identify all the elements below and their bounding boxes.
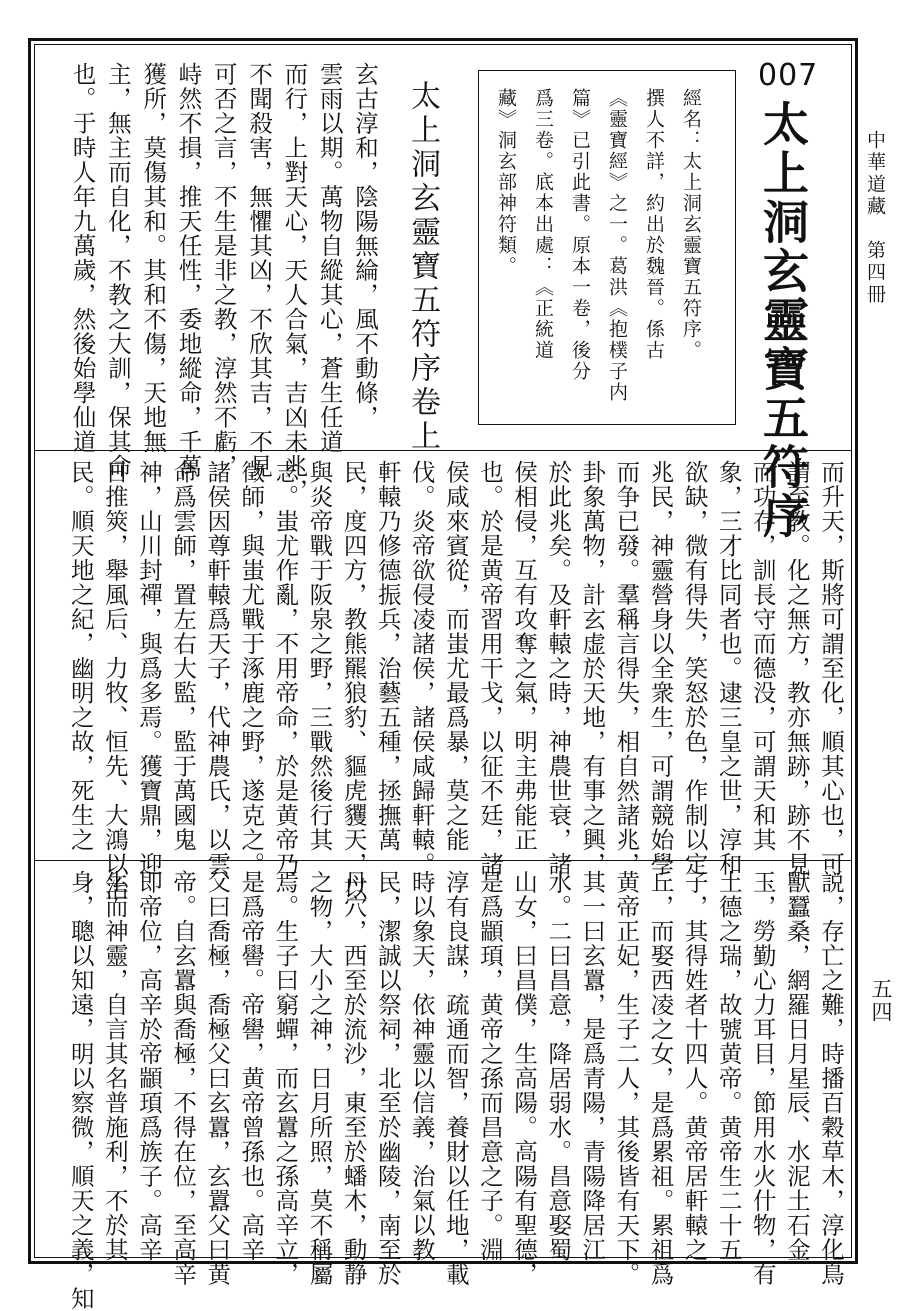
text-column: 象，三才比同者也。逮三皇之世，淳和 [714,460,743,877]
text-column: 玄古淳和，陰陽無綸，風不動條， [351,62,379,430]
text-column: 丘，而娶西凌之女，是爲累祖。累祖爲 [646,870,675,1287]
text-column: 於此兆矣。及軒轅之時，神農世衰，諸 [544,460,573,877]
document-title: 太上洞玄靈寶五符序 [756,100,810,541]
text-column: 時以象天，依神靈以信義，治氣以教 [407,870,436,1262]
info-column: 撰人不詳，約出於魏晉。係古 [643,88,665,361]
text-column: 而行，上對天心，天人合氣，吉凶未兆， [280,62,309,503]
text-column: 玉，勞勤心力耳目，節用水火什物，有 [748,870,777,1287]
info-column: 《靈寶經》之一。葛洪《抱樸子内 [606,88,628,403]
text-column: 雲雨以期。萬物自縱其心，蒼生任道 [315,62,344,454]
info-column: 篇》已引此書。原本一卷，後分 [569,88,591,382]
text-column: 黄帝正妃，生子二人，其後皆有天下。 [612,870,641,1287]
text-column: 謂至教。化之無方，教亦無跡，跡不見 [782,460,811,877]
text-column: 也。于時人年九萬歲，然後始學仙道 [68,62,97,454]
text-column: 日推筴，舉風后、力牧、恒先、大鴻以治 [100,460,129,901]
text-column: 水。二曰昌意，降居弱水。昌意娶蜀 [544,870,573,1262]
text-column: 即帝位，高辛於帝顓頊爲族子。高辛 [135,870,163,1262]
text-column: 是爲顓頊，黄帝之孫而昌意之子。淵 [476,870,504,1262]
text-column: 峙然不損，推天任性，委地縱命，千萬 [174,62,203,479]
info-column: 藏》洞玄部神符類。 [495,88,517,277]
text-column: 説，存亡之難，時播百穀草木，淳化鳥 [817,870,845,1287]
document-number: 007 [758,58,819,93]
text-column: 焉。生子曰窮蟬，而玄囂之孫高辛立， [271,870,300,1287]
info-column: 經名：太上洞玄靈寶五符序。 [680,88,702,361]
text-column: 淳有良謀，疏通而智，養財以任地，載 [441,870,470,1287]
text-column: 也。於是黄帝習用干戈，以征不廷，諸 [476,460,504,877]
text-column: 兆民，神靈營身以全衆生，可謂競始學 [646,460,675,877]
text-column: 而功存，訓長守而德没，可謂天和其 [748,460,777,852]
text-column: 而争已發。羣稱言得失，相自然諸兆， [612,460,641,877]
text-column: 其一曰玄囂，是爲青陽，青陽降居江 [578,870,607,1262]
text-column: 帝。自玄囂與喬極，不得在位，至高辛 [169,870,198,1287]
text-column: 徵師，與蚩尤戰于涿鹿之野，遂克之。 [237,460,266,877]
text-column: 與炎帝戰于阪泉之野，三戰然後行其 [305,460,334,852]
page-number: 五四 [869,978,893,1024]
text-column: 諸侯因尊軒轅爲天子，代神農氏，以雲 [203,460,232,877]
text-column: 生而神靈，自言其名普施利，不於其 [100,870,129,1262]
text-column: 民，度四方，教熊羆狼豹、貙虎貜天，以 [339,460,368,901]
text-column: 不聞殺害，無懼其凶，不欣其吉，不見 [245,62,274,479]
text-column: 丹穴，西至於流沙，東至於蟠木，動静 [339,870,368,1287]
text-column: 命爲雲師，置左右大監，監于萬國鬼 [169,460,198,852]
text-column: 神，山川封禪，與爲多焉。獲寶鼎，迎 [135,460,163,877]
text-column: 欲缺，微有得失，笑怒於色，作制以定 [680,460,709,877]
text-column: 獲所，莫傷其和。其和不傷，天地無 [139,62,168,454]
text-column: 伐。炎帝欲侵凌諸侯，諸侯咸歸軒轅。 [407,460,436,877]
text-column: 山女，曰昌僕，生高陽。高陽有聖德， [510,870,539,1287]
text-column: 民，潔誠以祭祠，北至於幽陵，南至於 [373,870,402,1287]
text-column: 獸蠶桑，網羅日月星辰、水泥土石金 [782,870,811,1262]
text-column: 侯相侵，互有攻奪之氣，明主弗能正 [510,460,539,852]
text-column: 侯咸來賓從，而蚩尤最爲暴，莫之能 [441,460,470,852]
text-column: 子，其得姓者十四人。黄帝居軒轅之 [680,870,709,1262]
volume-subtitle: 太上洞玄靈寶五符序卷上 [405,80,440,454]
info-column: 爲三卷。底本出處：《正統道 [532,88,554,361]
text-column: 民。順天地之紀，幽明之故，死生之 [66,460,95,852]
text-column: 之物，大小之神，日月所照，莫不稱屬 [305,870,334,1287]
text-column: 卦象萬物，計玄虚於天地，有事之興， [578,460,607,877]
text-column: 志。蚩尤作亂，不用帝命，於是黄帝乃 [271,460,300,877]
text-column: 父曰喬極，喬極父曰玄囂，玄囂父曰黄 [203,870,232,1287]
text-column: 土德之瑞，故號黄帝。黄帝生二十五 [714,870,743,1262]
text-column: 是爲帝嚳。帝嚳，黄帝曾孫也。高辛 [237,870,266,1262]
text-column: 軒轅乃修德振兵，治藝五種，拯撫萬 [373,460,402,852]
text-column: 主，無主而自化，不教之大訓，保其命 [103,62,132,479]
text-column: 身，聰以知遠，明以察微，順天之義，知 [66,870,95,1311]
text-column: 而升天，斯將可謂至化，順其心也，可 [817,460,845,877]
text-column: 可否之言，不生是非之教，淳然不虧， [209,62,238,479]
book-side-header: 中華道藏 第四冊 [864,130,886,306]
